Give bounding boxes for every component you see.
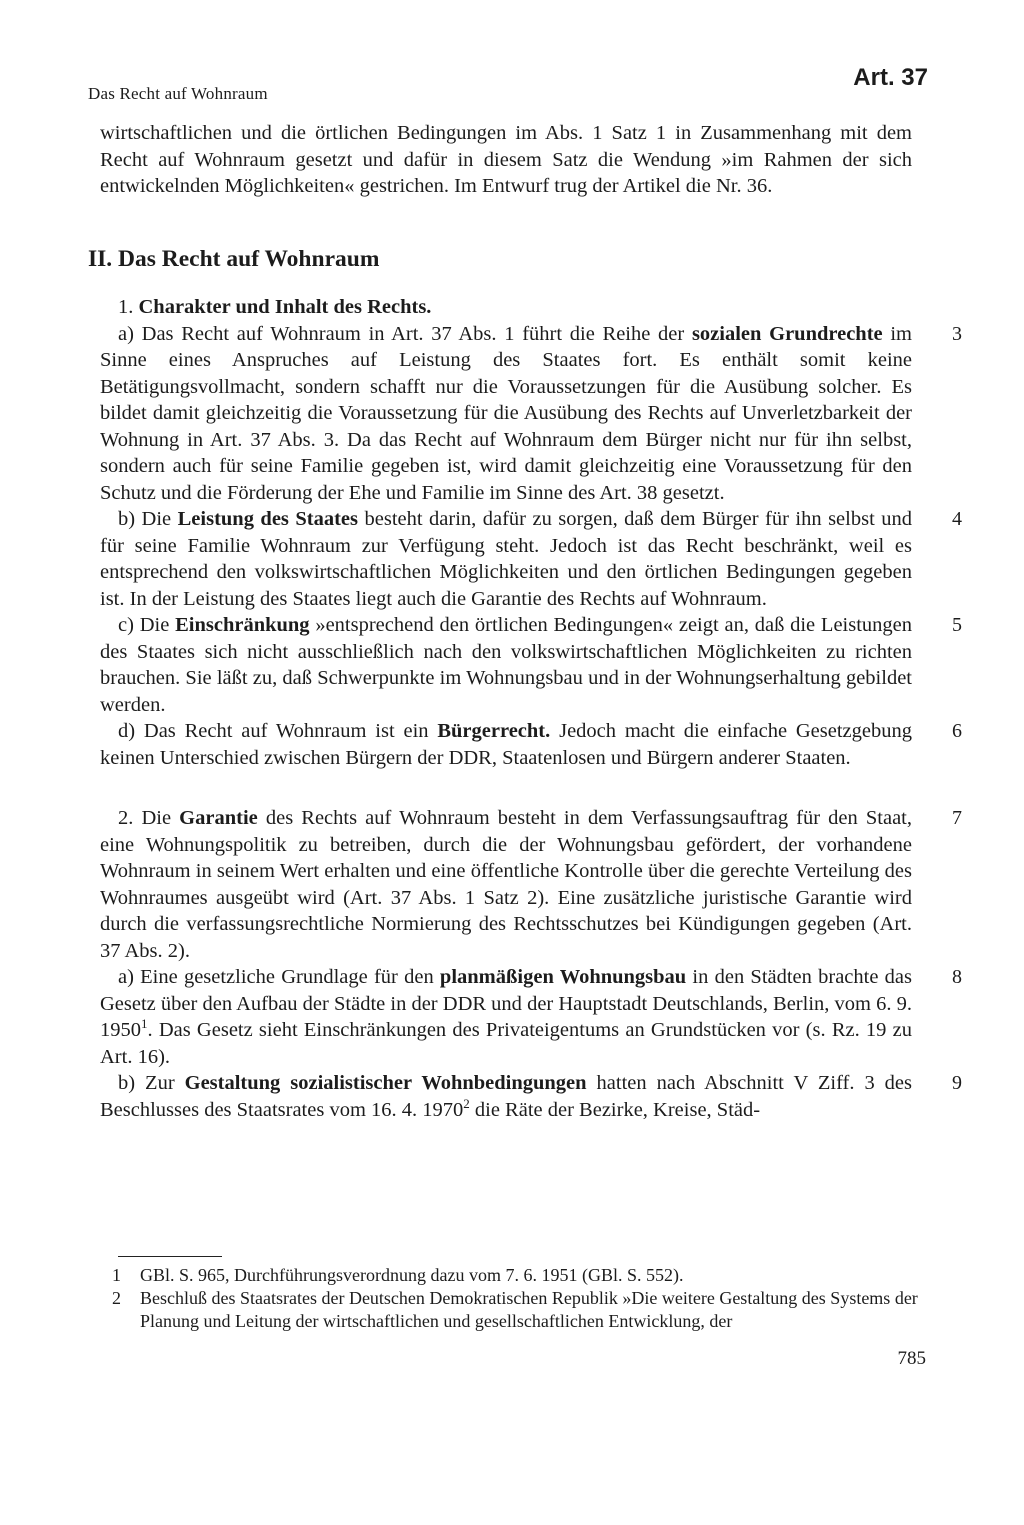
paragraph-text: »entsprechend den örtlichen Bedingungen« zeigt an, daß die Leistungen des Staates sich nicht ausschließlich nach den volkswirtschaftlichen Möglichkeiten zu richten brauchen. Sie läßt zu, daß Schwerpunkte im Wohnungsbau und in der Wohnungserhaltung gebildet werden. xyxy=(100,614,913,716)
paragraph-9 xyxy=(100,1070,962,1123)
footnotes xyxy=(112,1264,928,1333)
page-number: 785 xyxy=(897,1348,926,1369)
paragraph-7 xyxy=(100,805,962,964)
footnote-ref: 1 xyxy=(141,1016,148,1032)
bold-term: sozialen Grundrechte xyxy=(691,322,883,345)
footnote-text: Beschluß des Staatsrates der Deutschen Demokratischen Republik »Die weitere Gestaltung des Systems der Planung und Leitung der wirtschaftlichen und gesellschaftlichen Entwicklung, der xyxy=(140,1288,918,1331)
paragraph-6 xyxy=(100,718,962,771)
subsection-heading xyxy=(100,294,912,321)
margin-number: 9 xyxy=(952,1072,962,1094)
footnote xyxy=(112,1287,928,1333)
paragraph-text: des Rechts auf Wohnraum besteht in dem Verfassungsauftrag für den Staat, eine Wohnungspolitik zu betreiben, durch die der Wohnungsbau gefördert, der vorhandene Wohnraum in seinem Wert erhalten und eine öffentliche Kontrolle über die gerechte Verteilung des Wohnraumes ausgeübt wird (Art. 37 Abs. 1 Satz 2). Eine zusätzliche juristische Garantie wird durch die verfassungsrechtliche Normierung des Rechtsschutzes bei Kündigungen gegeben (Art. 37 Abs. 2). xyxy=(100,807,912,962)
footnote-ref: 2 xyxy=(463,1095,470,1111)
footnote-separator xyxy=(118,1256,222,1257)
paragraph-text: im Sinne eines Anspruches auf Leistung des Staates fort. Es enthält somit keine Betätigungsvollmacht, sondern schafft nur die Voraussetzungen für die Ausübung solcher. Es bildet damit gleichzeitig die Voraussetzung für die Ausübung des Rechts auf Unverletzbarkeit der Wohnung in Art. 37 Abs. 3. Da das Recht auf Wohnraum dem Bürger nicht nur für ihn selbst, sondern auch für seine Familie gegeben ist, wird damit gleichzeitig eine Voraussetzung für den Schutz und die Förderung der Ehe und Familie im Sinne des Art. 38 gesetzt. xyxy=(100,322,912,504)
subsection-number: 1. xyxy=(118,296,139,318)
paragraph-continuation: wirtschaftlichen und die örtlichen Bedingungen im Abs. 1 Satz 1 in Zusammenhang mit dem Recht auf Wohnraum gesetzt und dafür in diesem Satz die Wendung »im Rahmen der sich entwickelnden Möglichkeiten« gestrichen. Im Entwurf trug der Artikel die Nr. 36. xyxy=(100,122,912,197)
paragraph-text: Jedoch macht die einfache Gesetzgebung keinen Unterschied zwischen Bürgern der DDR, Staatenlosen und Bürgern anderer Staaten. xyxy=(100,720,912,769)
paragraph-8 xyxy=(100,964,962,1070)
footnote-number: 2 xyxy=(112,1288,121,1308)
footnote xyxy=(112,1264,928,1287)
section-heading: II. Das Recht auf Wohnraum xyxy=(88,245,380,272)
bold-term: planmäßigen Wohnungsbau xyxy=(439,966,687,988)
paragraph-text: besteht darin, dafür zu sorgen, daß dem Bürger für ihn selbst und für seine Familie Wohnraum zur Verfügung steht. Jedoch ist das Recht beschränkt, weil es entsprechend den volkswirtschaftlichen Möglichkeiten und den örtlichen Bedingungen gegeben ist. In der Leistung des Staates liegt auch die Garantie des Rechts auf Wohnraum. xyxy=(100,508,912,610)
subsection-title: Charakter und Inhalt des Rechts. xyxy=(138,296,432,318)
bold-term: Leistung des Staates xyxy=(177,508,359,530)
footnote-number: 1 xyxy=(112,1265,121,1285)
article-label: Art. 37 xyxy=(853,64,928,91)
paragraph-5 xyxy=(100,612,962,718)
paragraph-text: in den Städten brachte das Gesetz über den Aufbau der Städte in der DDR und der Hauptstadt Deutschlands, Berlin, vom 6. 9. 1950 xyxy=(100,966,912,1041)
margin-number: 6 xyxy=(952,720,962,742)
paragraph-text: hatten nach Abschnitt V Ziff. 3 des Beschlusses des Staatsrates vom 16. 4. 1970 xyxy=(100,1072,912,1121)
paragraph-text: a) Das Recht auf Wohnraum in Art. 37 Abs. 1 führt die Reihe der xyxy=(118,322,692,345)
bold-term: Bürgerrecht. xyxy=(437,720,551,742)
body-text xyxy=(88,120,962,1123)
margin-number: 7 xyxy=(952,807,962,829)
paragraph-text: b) Die xyxy=(118,508,178,530)
paragraph-text: c) Die xyxy=(118,614,176,636)
margin-number: 4 xyxy=(952,508,962,530)
footnote-text: GBl. S. 965, Durchführungsverordnung dazu vom 7. 6. 1951 (GBl. S. 552). xyxy=(140,1265,684,1285)
bold-term: Einschränkung xyxy=(175,614,310,636)
paragraph-3 xyxy=(100,321,962,507)
bold-term: Gestaltung sozialistischer Wohnbedingungen xyxy=(184,1072,587,1094)
paragraph-text: a) Eine gesetzliche Grundlage für den xyxy=(118,966,440,988)
paragraph-text: 2. Die xyxy=(118,807,180,829)
margin-number: 8 xyxy=(952,966,962,988)
paragraph-text: d) Das Recht auf Wohnraum ist ein xyxy=(118,720,438,742)
paragraph-text: . Das Gesetz sieht Einschränkungen des Privateigentums an Grundstücken vor (s. Rz. 19 zu Art. 16). xyxy=(100,1019,912,1068)
margin-number: 3 xyxy=(952,322,962,345)
paragraph-text: die Räte der Bezirke, Kreise, Städ- xyxy=(469,1098,761,1121)
paragraph-text: b) Zur xyxy=(118,1072,185,1094)
paragraph-4 xyxy=(100,506,962,612)
margin-number: 5 xyxy=(952,614,962,636)
bold-term: Garantie xyxy=(179,807,258,829)
running-title: Das Recht auf Wohnraum xyxy=(88,84,268,103)
